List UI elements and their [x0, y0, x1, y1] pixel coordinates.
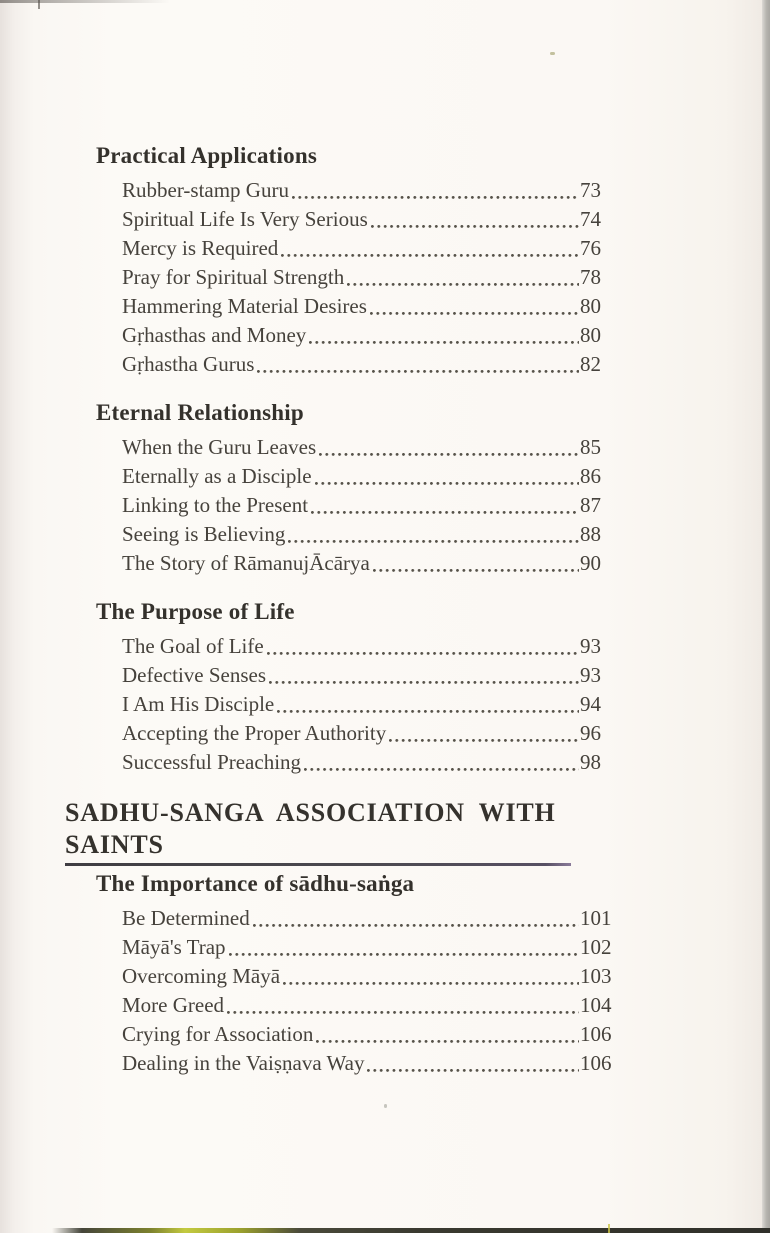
dot-leader	[253, 904, 579, 933]
entry-page-number: 106	[580, 1022, 612, 1046]
chapter-heading-line-2: SAINTS	[65, 830, 164, 859]
dot-leader	[389, 719, 579, 748]
scan-artifact-top-tick	[38, 0, 40, 9]
dot-leader	[367, 1049, 579, 1078]
toc-entry	[122, 1049, 626, 1078]
entry-page-number: 93	[580, 634, 601, 658]
entry-list	[122, 176, 626, 379]
toc-entry	[122, 491, 626, 520]
dot-leader	[229, 933, 579, 962]
dot-leader	[347, 263, 579, 292]
dot-leader	[257, 350, 579, 379]
page-edge-shadow-right	[762, 0, 770, 1233]
toc-entry	[122, 520, 626, 549]
toc-entry	[122, 661, 626, 690]
dot-leader	[283, 962, 579, 991]
toc-entry	[122, 205, 626, 234]
scan-artifact-speck	[384, 1104, 387, 1108]
entry-page-number: 102	[580, 935, 612, 959]
entry-page-number: 73	[580, 178, 601, 202]
dot-leader	[309, 321, 579, 350]
entry-title: Mercy is Required	[122, 236, 279, 260]
entry-title: More Greed	[122, 993, 225, 1017]
entry-title: Accepting the Proper Authority	[122, 721, 387, 745]
dot-leader	[288, 520, 579, 549]
entry-list	[122, 904, 626, 1078]
toc-entry	[122, 549, 626, 578]
entry-page-number: 80	[580, 294, 601, 318]
toc-entry	[122, 719, 626, 748]
scan-artifact-top-edge	[0, 0, 170, 3]
entry-page-number: 103	[580, 964, 612, 988]
entry-page-number: 101	[580, 906, 612, 930]
toc-section	[65, 598, 770, 777]
entry-title: Gṛhasthas and Money	[122, 323, 307, 347]
entry-title: Spiritual Life Is Very Serious	[122, 207, 368, 231]
chapter-heading	[65, 797, 770, 866]
dot-leader	[311, 491, 579, 520]
entry-title: Rubber-stamp Guru	[122, 178, 289, 202]
entry-page-number: 98	[580, 750, 601, 774]
entry-title: Gṛhastha Gurus	[122, 352, 255, 376]
entry-title: Seeing is Believing	[122, 522, 286, 546]
entry-title: Dealing in the Vaiṣṇava Way	[122, 1051, 365, 1075]
dot-leader	[370, 292, 579, 321]
toc-section	[65, 870, 770, 1078]
entry-title: Crying for Association	[122, 1022, 314, 1046]
toc-entry	[122, 748, 626, 777]
entry-page-number: 96	[580, 721, 601, 745]
entry-page-number: 94	[580, 692, 601, 716]
toc-entry	[122, 1020, 626, 1049]
toc-section	[65, 142, 770, 379]
entry-title: Linking to the Present	[122, 493, 309, 517]
entry-title: Successful Preaching	[122, 750, 302, 774]
dot-leader	[315, 462, 579, 491]
dot-leader	[281, 234, 579, 263]
entry-title: I Am His Disciple	[122, 692, 275, 716]
entry-page-number: 87	[580, 493, 601, 517]
dot-leader	[269, 661, 579, 690]
entry-title: Be Determined	[122, 906, 250, 930]
entry-page-number: 86	[580, 464, 601, 488]
toc-entry	[122, 462, 626, 491]
toc-entry	[122, 263, 626, 292]
entry-title: Māyā's Trap	[122, 935, 226, 959]
entry-page-number: 85	[580, 435, 601, 459]
scan-artifact-speck	[550, 52, 555, 55]
entry-title: Overcoming Māyā	[122, 964, 281, 988]
toc-entry	[122, 904, 626, 933]
toc-entry	[122, 321, 626, 350]
dot-leader	[319, 433, 579, 462]
entry-page-number: 90	[580, 551, 601, 575]
dot-leader	[304, 748, 579, 777]
toc-entry	[122, 292, 626, 321]
dot-leader	[371, 205, 579, 234]
dot-leader	[267, 632, 579, 661]
entry-title: The Story of RāmanujĀcārya	[122, 551, 370, 575]
entry-title: The Goal of Life	[122, 634, 264, 658]
entry-page-number: 104	[580, 993, 612, 1017]
entry-page-number: 93	[580, 663, 601, 687]
section-heading: The Importance of sādhu-saṅga	[96, 871, 415, 896]
toc-entry	[122, 991, 626, 1020]
toc-entry	[122, 350, 626, 379]
dot-leader	[227, 991, 579, 1020]
toc-entry	[122, 176, 626, 205]
entry-list	[122, 433, 626, 578]
entry-page-number: 74	[580, 207, 601, 231]
chapter-underline	[65, 863, 571, 866]
scan-artifact-bottom-tick	[608, 1224, 610, 1233]
entry-page-number: 78	[580, 265, 601, 289]
toc-section	[65, 399, 770, 578]
entry-page-number: 88	[580, 522, 601, 546]
dot-leader	[292, 176, 579, 205]
entry-page-number: 76	[580, 236, 601, 260]
toc-entry	[122, 632, 626, 661]
entry-title: Defective Senses	[122, 663, 267, 687]
toc-entry	[122, 234, 626, 263]
entry-title: Hammering Material Desires	[122, 294, 367, 318]
toc-entry	[122, 933, 626, 962]
dot-leader	[373, 549, 579, 578]
entry-page-number: 82	[580, 352, 601, 376]
scan-artifact-bottom-bar	[0, 1228, 770, 1233]
toc-entry	[122, 690, 626, 719]
chapter-heading-line-1: SADHU-SANGA ASSOCIATION WITH	[65, 798, 556, 827]
toc-entry	[122, 433, 626, 462]
section-heading: Eternal Relationship	[96, 400, 304, 425]
toc-entry	[122, 962, 626, 991]
dot-leader	[277, 690, 579, 719]
entry-list	[122, 632, 626, 777]
section-heading: The Purpose of Life	[96, 599, 295, 624]
entry-page-number: 106	[580, 1051, 612, 1075]
entry-title: When the Guru Leaves	[122, 435, 317, 459]
section-heading: Practical Applications	[96, 143, 317, 168]
entry-page-number: 80	[580, 323, 601, 347]
entry-title: Eternally as a Disciple	[122, 464, 312, 488]
entry-title: Pray for Spiritual Strength	[122, 265, 345, 289]
dot-leader	[316, 1020, 579, 1049]
